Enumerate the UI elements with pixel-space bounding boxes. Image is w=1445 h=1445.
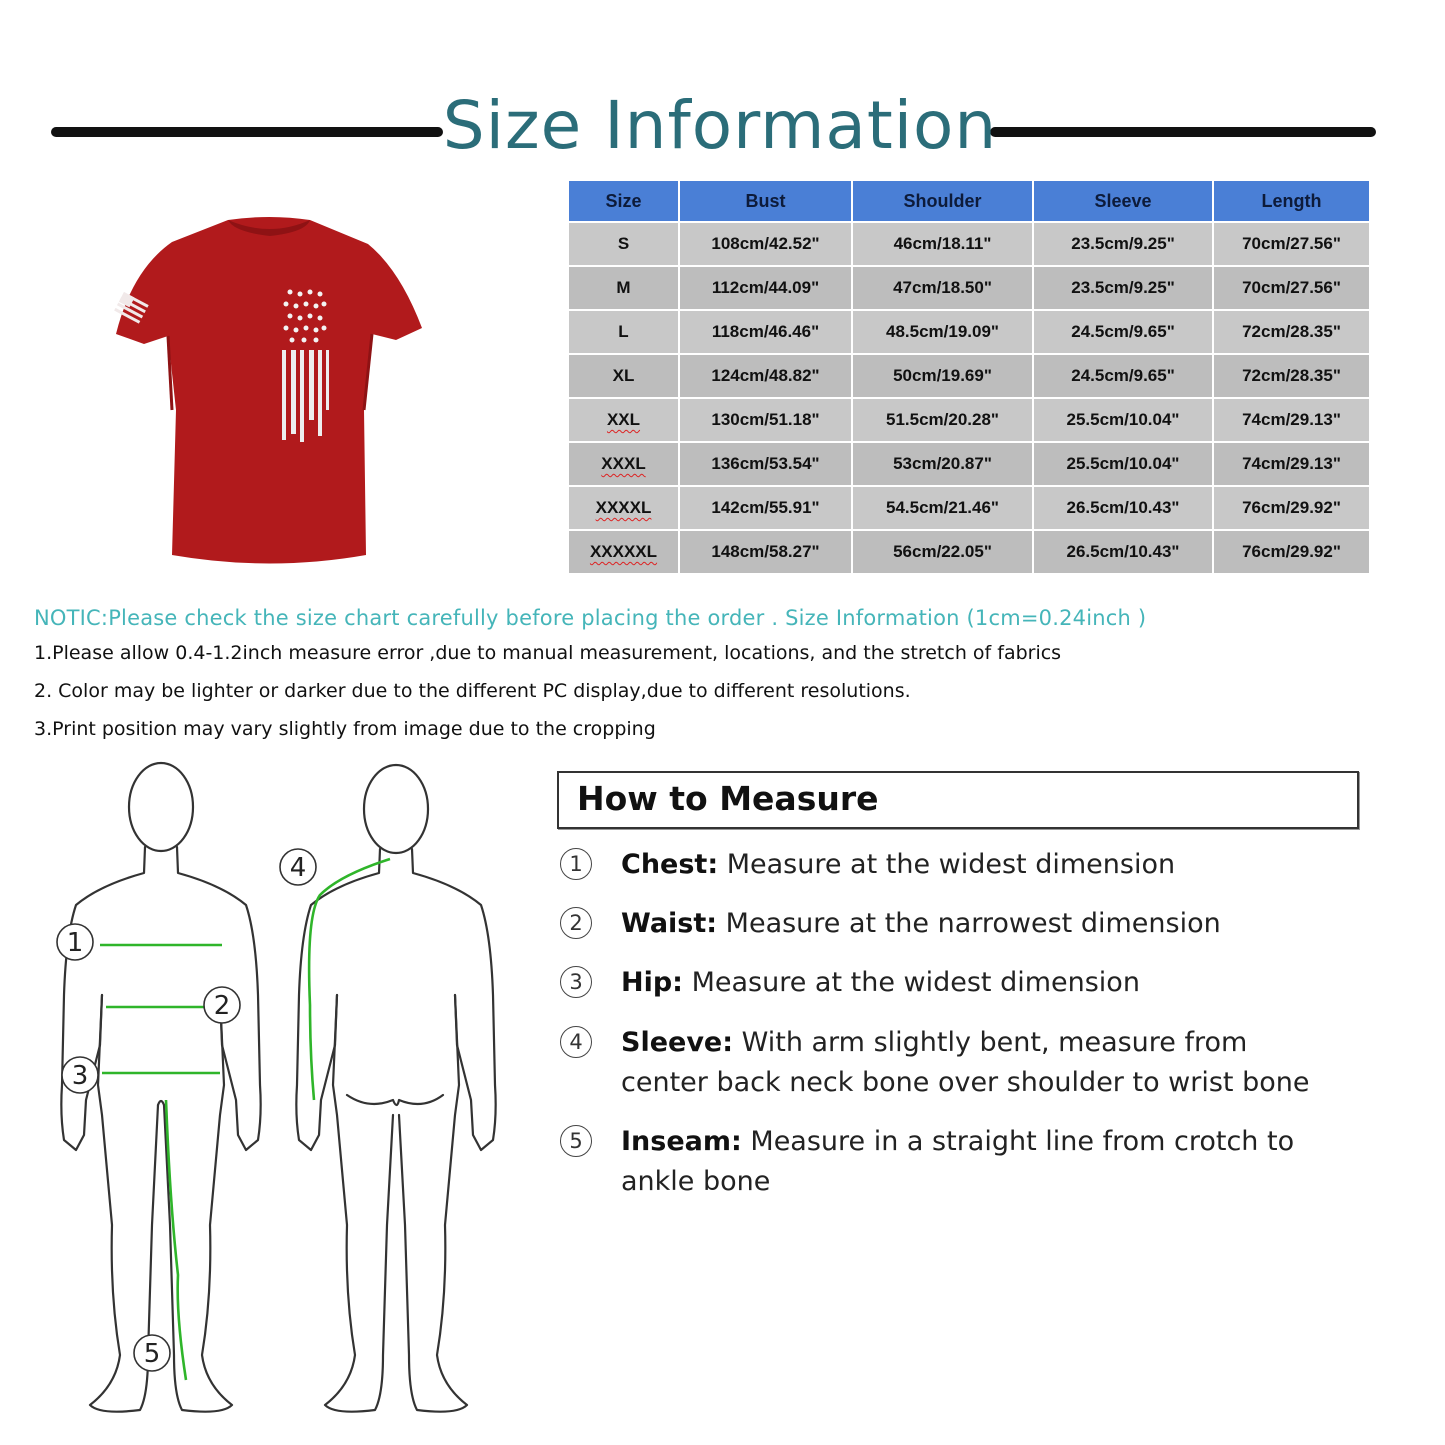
svg-text:4: 4 [289, 853, 307, 883]
header-length: Length [1214, 181, 1369, 221]
number-2-icon: 2 [560, 907, 592, 939]
cell-bust: 148cm/58.27" [680, 531, 851, 573]
svg-text:5: 5 [143, 1339, 161, 1369]
number-5-icon: 5 [560, 1125, 592, 1157]
cell-size: XXXXXL [569, 531, 678, 573]
cell-length: 76cm/29.92" [1214, 531, 1369, 573]
note-2: 2. Color may be lighter or darker due to the different PC display,due to different resolutions. [34, 680, 911, 702]
header-size: Size [569, 181, 678, 221]
table-row [569, 443, 1369, 485]
marker-4-icon [280, 849, 316, 885]
cell-length: 74cm/29.13" [1214, 443, 1369, 485]
svg-text:3: 3 [71, 1061, 89, 1091]
size-table-header [569, 181, 1369, 221]
how-to-measure-header [557, 771, 1359, 829]
cell-sleeve: 26.5cm/10.43" [1034, 531, 1212, 573]
table-row [569, 531, 1369, 573]
body-measure-figures [40, 755, 520, 1425]
page-title: Size Information [442, 87, 998, 164]
marker-2-icon [204, 987, 240, 1023]
cell-shoulder: 56cm/22.05" [853, 531, 1032, 573]
cell-sleeve: 23.5cm/9.25" [1034, 267, 1212, 309]
cell-size: XL [569, 355, 678, 397]
cell-bust: 108cm/42.52" [680, 223, 851, 265]
marker-3-icon [62, 1057, 98, 1093]
cell-bust: 136cm/53.54" [680, 443, 851, 485]
how-to-measure-title: How to Measure [577, 779, 879, 818]
cell-sleeve: 26.5cm/10.43" [1034, 487, 1212, 529]
size-table [567, 179, 1371, 575]
cell-bust: 142cm/55.91" [680, 487, 851, 529]
cell-shoulder: 51.5cm/20.28" [853, 399, 1032, 441]
cell-length: 70cm/27.56" [1214, 267, 1369, 309]
cell-shoulder: 46cm/18.11" [853, 223, 1032, 265]
cell-size: S [569, 223, 678, 265]
table-row [569, 311, 1369, 353]
notice-banner: NOTIC:Please check the size chart carefully before placing the order . Size Information (1cm=0.24inch ) [34, 606, 1147, 630]
cell-sleeve: 25.5cm/10.04" [1034, 443, 1212, 485]
cell-sleeve: 25.5cm/10.04" [1034, 399, 1212, 441]
cell-shoulder: 54.5cm/21.46" [853, 487, 1032, 529]
svg-text:2: 2 [213, 991, 231, 1021]
marker-5-icon [134, 1335, 170, 1371]
cell-bust: 130cm/51.18" [680, 399, 851, 441]
cell-bust: 118cm/46.46" [680, 311, 851, 353]
back-figure [296, 765, 495, 1412]
tshirt-body [116, 217, 422, 564]
cell-shoulder: 47cm/18.50" [853, 267, 1032, 309]
header-bust: Bust [680, 181, 851, 221]
cell-length: 72cm/28.35" [1214, 355, 1369, 397]
measure-lines [100, 859, 390, 1380]
header-sleeve: Sleeve [1034, 181, 1212, 221]
cell-length: 76cm/29.92" [1214, 487, 1369, 529]
cell-sleeve: 24.5cm/9.65" [1034, 355, 1212, 397]
cell-shoulder: 50cm/19.69" [853, 355, 1032, 397]
table-row [569, 355, 1369, 397]
number-1-icon: 1 [560, 848, 592, 880]
cell-size: M [569, 267, 678, 309]
cell-bust: 112cm/44.09" [680, 267, 851, 309]
note-3: 3.Print position may vary slightly from image due to the cropping [34, 718, 656, 740]
cell-length: 70cm/27.56" [1214, 223, 1369, 265]
cell-length: 74cm/29.13" [1214, 399, 1369, 441]
cell-sleeve: 24.5cm/9.65" [1034, 311, 1212, 353]
cell-size: XXXL [569, 443, 678, 485]
cell-bust: 124cm/48.82" [680, 355, 851, 397]
table-row [569, 267, 1369, 309]
table-row [569, 487, 1369, 529]
svg-text:1: 1 [66, 928, 84, 958]
number-4-icon: 4 [560, 1026, 592, 1058]
note-1: 1.Please allow 0.4-1.2inch measure error ,due to manual measurement, locations, and the stretch of fabrics [34, 642, 1062, 664]
header-shoulder: Shoulder [853, 181, 1032, 221]
marker-1-icon [57, 924, 93, 960]
tshirt-image [110, 210, 430, 570]
title-rule-left [51, 127, 443, 137]
cell-length: 72cm/28.35" [1214, 311, 1369, 353]
cell-sleeve: 23.5cm/9.25" [1034, 223, 1212, 265]
cell-size: L [569, 311, 678, 353]
cell-size: XXL [569, 399, 678, 441]
cell-shoulder: 53cm/20.87" [853, 443, 1032, 485]
cell-shoulder: 48.5cm/19.09" [853, 311, 1032, 353]
table-row [569, 223, 1369, 265]
title-rule-right [990, 127, 1376, 137]
number-3-icon: 3 [560, 966, 592, 998]
table-row [569, 399, 1369, 441]
cell-size: XXXXL [569, 487, 678, 529]
